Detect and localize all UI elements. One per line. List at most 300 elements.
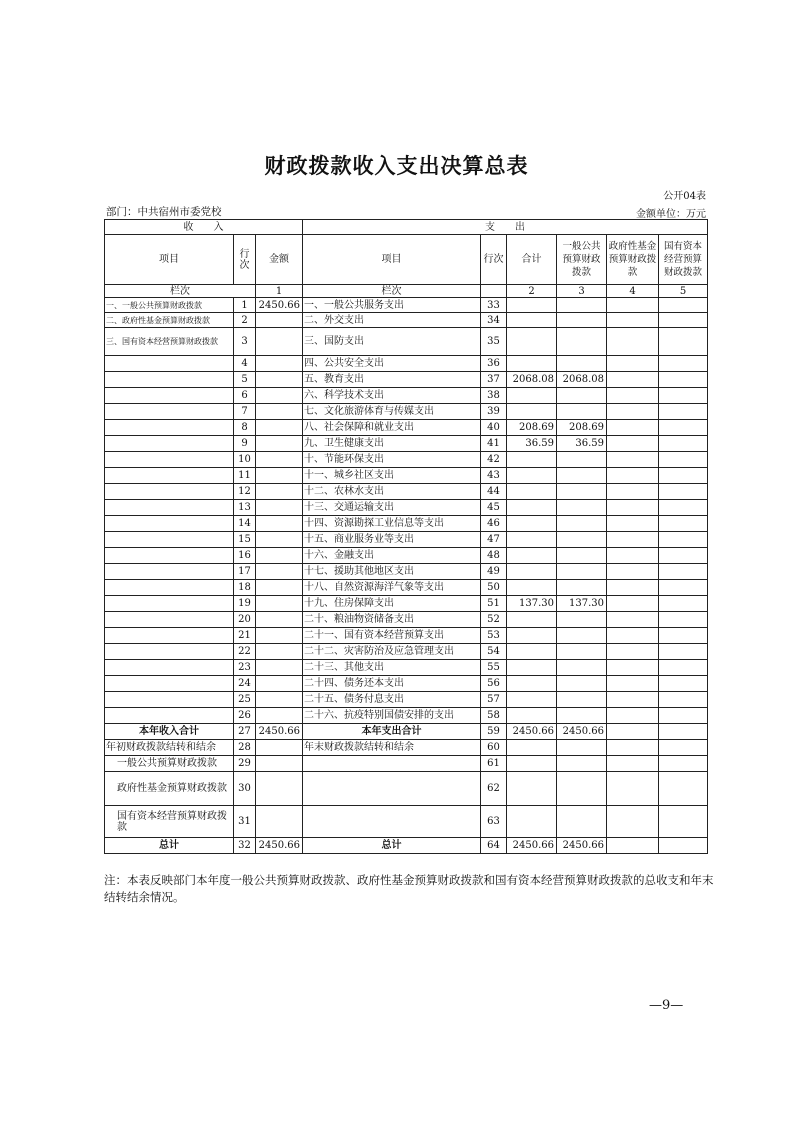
expense-line-no: 64 [481,838,507,854]
expense-state-capital [659,532,708,548]
expense-line-no: 36 [481,356,507,372]
income-amount [256,356,303,372]
expense-total [507,356,557,372]
expense-total [507,772,557,806]
income-item [105,676,234,692]
income-amount [256,532,303,548]
general-budget-header: 一般公共预算财政拨款 [557,235,607,285]
income-amount [256,372,303,388]
income-amount [256,628,303,644]
income-amount [256,740,303,756]
expense-item: 十四、资源勘探工业信息等支出 [303,516,481,532]
table-row [105,484,708,500]
income-item [105,564,234,580]
income-item [105,372,234,388]
expense-line-no: 53 [481,628,507,644]
expense-total [507,388,557,404]
income-line-no: 26 [234,708,256,724]
income-amount [256,420,303,436]
expense-gov-fund [607,660,659,676]
expense-general [557,468,607,484]
table-row [105,356,708,372]
department-label: 部门：中共宿州市委党校 [106,206,222,218]
expense-total [507,708,557,724]
expense-total [507,500,557,516]
expense-total [507,756,557,772]
expense-general [557,313,607,328]
expense-state-capital [659,676,708,692]
page-title: 财政拨款收入支出决算总表 [264,154,529,178]
expense-line-no: 49 [481,564,507,580]
expense-line-no: 58 [481,708,507,724]
column-header-row [105,235,708,285]
income-line-no: 2 [234,313,256,328]
income-line-no: 23 [234,660,256,676]
expense-state-capital [659,452,708,468]
total-header: 合计 [507,235,557,285]
income-amount [256,468,303,484]
income-amount [256,500,303,516]
expense-state-capital [659,838,708,854]
expense-gov-fund [607,500,659,516]
expense-line-no: 62 [481,772,507,806]
expense-general: 36.59 [557,436,607,452]
expense-general [557,644,607,660]
expense-item: 七、文化旅游体育与传媒支出 [303,404,481,420]
year-expense-total-label: 本年支出合计 [303,724,481,740]
expense-item: 十九、住房保障支出 [303,596,481,612]
expense-line-no: 46 [481,516,507,532]
income-line-no: 17 [234,564,256,580]
income-item [105,532,234,548]
expense-gov-fund [607,468,659,484]
income-line-no: 10 [234,452,256,468]
income-amount [256,388,303,404]
income-item: 二、政府性基金预算财政拨款 [105,313,234,328]
income-amount [256,548,303,564]
expense-total [507,564,557,580]
expense-general [557,516,607,532]
income-amount [256,676,303,692]
expense-general [557,580,607,596]
expense-line-no: 63 [481,806,507,838]
expense-gov-fund [607,404,659,420]
expense-item: 十三、交通运输支出 [303,500,481,516]
finance-table [104,219,708,854]
income-amount [256,404,303,420]
income-item [105,452,234,468]
table-row [105,692,708,708]
expense-gov-fund [607,806,659,838]
expense-index-label: 栏次 [303,285,481,298]
expense-general [557,452,607,468]
expense-state-capital [659,564,708,580]
expense-state-capital [659,580,708,596]
income-line-no: 11 [234,468,256,484]
income-item [105,580,234,596]
table-row [105,532,708,548]
income-amount-header: 金额 [256,235,303,285]
income-line-no: 16 [234,548,256,564]
table-row [105,644,708,660]
expense-item: 年末财政拨款结转和结余 [303,740,481,756]
expense-gov-fund [607,612,659,628]
income-line-no: 24 [234,676,256,692]
expense-state-capital [659,404,708,420]
expense-general [557,806,607,838]
expense-gov-fund [607,644,659,660]
expense-index-5: 5 [659,285,708,298]
expense-state-capital [659,772,708,806]
expense-item: 十八、自然资源海洋气象等支出 [303,580,481,596]
expense-item: 二十四、债务还本支出 [303,676,481,692]
expense-general [557,756,607,772]
table-row [105,580,708,596]
expense-line-no: 39 [481,404,507,420]
expense-line-no: 38 [481,388,507,404]
expense-gov-fund [607,516,659,532]
income-amount [256,580,303,596]
expense-line-no: 44 [481,484,507,500]
income-amount [256,484,303,500]
expense-general [557,356,607,372]
income-line-no: 15 [234,532,256,548]
income-amount [256,313,303,328]
expense-state-capital [659,420,708,436]
expense-total [507,452,557,468]
expense-line-no: 60 [481,740,507,756]
expense-general: 2450.66 [557,838,607,854]
expense-item: 十、节能环保支出 [303,452,481,468]
expense-total [507,660,557,676]
income-item [105,500,234,516]
income-item: 三、国有资本经营预算财政拨款 [105,328,234,356]
expense-total [507,532,557,548]
expense-total [507,328,557,356]
expense-item [303,772,481,806]
income-amount: 2450.66 [256,298,303,313]
income-line-no: 18 [234,580,256,596]
expense-state-capital [659,692,708,708]
expense-line-no: 43 [481,468,507,484]
expense-line-no: 55 [481,660,507,676]
expense-gov-fund [607,298,659,313]
expense-item: 五、教育支出 [303,372,481,388]
income-amount [256,328,303,356]
expense-line-no: 51 [481,596,507,612]
expense-item: 十五、商业服务业等支出 [303,532,481,548]
income-line-no: 12 [234,484,256,500]
income-line-no: 28 [234,740,256,756]
income-group-header: 收 入 [105,220,303,235]
expense-total [507,692,557,708]
expense-gov-fund [607,708,659,724]
expense-index-4: 4 [607,285,659,298]
expense-gov-fund [607,676,659,692]
expense-item: 十一、城乡社区支出 [303,468,481,484]
expense-gov-fund [607,692,659,708]
expense-line-no: 45 [481,500,507,516]
expense-gov-fund [607,452,659,468]
expense-gov-fund [607,420,659,436]
group-header-row [105,220,708,235]
income-line-no: 29 [234,756,256,772]
expense-state-capital [659,500,708,516]
expense-general [557,564,607,580]
income-amount [256,644,303,660]
income-item [105,420,234,436]
expense-item: 十二、农林水支出 [303,484,481,500]
income-item: 年初财政拨款结转和结余 [105,740,234,756]
form-code: 公开04表 [663,191,706,202]
income-line-no: 7 [234,404,256,420]
income-line-no: 14 [234,516,256,532]
expense-gov-fund [607,628,659,644]
expense-total [507,313,557,328]
expense-line-no: 54 [481,644,507,660]
expense-gov-fund [607,756,659,772]
expense-total [507,298,557,313]
expense-total [507,468,557,484]
expense-item: 十六、金融支出 [303,548,481,564]
income-item [105,596,234,612]
expense-item: 八、社会保障和就业支出 [303,420,481,436]
expense-line-no: 47 [481,532,507,548]
expense-group-header: 支 出 [303,220,708,235]
expense-state-capital [659,484,708,500]
expense-total [507,612,557,628]
income-line-no: 3 [234,328,256,356]
income-item [105,516,234,532]
income-item: 一般公共预算财政拨款 [105,756,234,772]
expense-total [507,516,557,532]
income-item-header: 项目 [105,235,234,285]
expense-state-capital [659,436,708,452]
expense-item: 二十、粮油物资储备支出 [303,612,481,628]
income-item [105,612,234,628]
year-total-row [105,724,708,740]
expense-total: 208.69 [507,420,557,436]
expense-line-no: 37 [481,372,507,388]
expense-general [557,500,607,516]
expense-line-no: 40 [481,420,507,436]
table-row [105,420,708,436]
table-row [105,500,708,516]
expense-gov-fund [607,313,659,328]
expense-general [557,708,607,724]
expense-state-capital [659,644,708,660]
expense-total [507,548,557,564]
income-line-no: 4 [234,356,256,372]
income-amount [256,436,303,452]
expense-total: 36.59 [507,436,557,452]
income-amount [256,806,303,838]
grand-total-row [105,838,708,854]
income-item [105,356,234,372]
expense-line-header: 行次 [481,235,507,285]
income-amount [256,692,303,708]
income-line-no: 21 [234,628,256,644]
expense-general [557,484,607,500]
expense-total: 2068.08 [507,372,557,388]
expense-gov-fund [607,838,659,854]
income-line-no: 31 [234,806,256,838]
expense-line-no: 33 [481,298,507,313]
income-item [105,660,234,676]
table-row [105,436,708,452]
expense-gov-fund [607,436,659,452]
income-amount [256,516,303,532]
expense-item: 九、卫生健康支出 [303,436,481,452]
table-row [105,596,708,612]
balance-row [105,772,708,806]
expense-state-capital [659,298,708,313]
expense-gov-fund [607,596,659,612]
expense-line-no: 35 [481,328,507,356]
income-line-no: 6 [234,388,256,404]
expense-general [557,628,607,644]
income-amount: 2450.66 [256,838,303,854]
income-item: 政府性基金预算财政拨款 [105,772,234,806]
expense-general: 137.30 [557,596,607,612]
income-line-no: 20 [234,612,256,628]
income-amount [256,756,303,772]
year-income-total-label: 本年收入合计 [105,724,234,740]
income-amount [256,452,303,468]
table-row [105,708,708,724]
expense-line-no: 56 [481,676,507,692]
expense-state-capital [659,724,708,740]
expense-general [557,740,607,756]
gov-fund-header: 政府性基金预算财政拨款 [607,235,659,285]
income-amount [256,660,303,676]
expense-gov-fund [607,484,659,500]
expense-gov-fund [607,772,659,806]
table-row [105,660,708,676]
income-line-no: 13 [234,500,256,516]
expense-general [557,298,607,313]
expense-item: 二十三、其他支出 [303,660,481,676]
table-row [105,372,708,388]
income-amount: 2450.66 [256,724,303,740]
expense-item: 一、一般公共服务支出 [303,298,481,313]
expense-state-capital [659,516,708,532]
expense-item-header: 项目 [303,235,481,285]
expense-general [557,612,607,628]
table-row [105,612,708,628]
income-amount [256,708,303,724]
expense-general [557,660,607,676]
expense-general [557,772,607,806]
expense-state-capital [659,328,708,356]
expense-index-2: 2 [507,285,557,298]
expense-gov-fund [607,372,659,388]
expense-gov-fund [607,548,659,564]
expense-total [507,580,557,596]
income-line-header: 行次 [234,235,256,285]
expense-state-capital [659,660,708,676]
expense-total: 2450.66 [507,838,557,854]
expense-line-no: 34 [481,313,507,328]
table-row [105,676,708,692]
table-row [105,298,708,313]
expense-gov-fund [607,356,659,372]
income-item [105,468,234,484]
expense-total [507,806,557,838]
expense-item: 四、公共安全支出 [303,356,481,372]
income-line-no: 22 [234,644,256,660]
income-grand-total-label: 总计 [105,838,234,854]
expense-total [507,740,557,756]
income-line-no: 5 [234,372,256,388]
balance-row [105,806,708,838]
footnote: 注：本表反映部门本年度一般公共预算财政拨款、政府性基金预算财政拨款和国有资本经营预算财政拨款的总收支和年末结转结余情况。 [104,873,714,904]
expense-state-capital [659,628,708,644]
expense-item: 二十二、灾害防治及应急管理支出 [303,644,481,660]
expense-item: 二十五、债务付息支出 [303,692,481,708]
expense-item [303,806,481,838]
unit-label: 金额单位：万元 [636,209,706,220]
expense-item [303,756,481,772]
expense-state-capital [659,548,708,564]
expense-state-capital [659,372,708,388]
income-item [105,548,234,564]
expense-item: 二、外交支出 [303,313,481,328]
expense-total [507,404,557,420]
table-row [105,452,708,468]
state-capital-header: 国有资本经营预算财政拨款 [659,235,708,285]
table-row [105,388,708,404]
table-row [105,404,708,420]
expense-state-capital [659,612,708,628]
table-row [105,328,708,356]
expense-gov-fund [607,724,659,740]
balance-row [105,756,708,772]
expense-line-no: 50 [481,580,507,596]
expense-general [557,328,607,356]
table-row [105,516,708,532]
expense-line-no: 42 [481,452,507,468]
expense-gov-fund [607,564,659,580]
blank-cell [481,285,507,298]
expense-gov-fund [607,388,659,404]
expense-item: 六、科学技术支出 [303,388,481,404]
expense-total: 2450.66 [507,724,557,740]
income-item [105,404,234,420]
expense-total: 137.30 [507,596,557,612]
expense-item: 三、国防支出 [303,328,481,356]
expense-general: 2068.08 [557,372,607,388]
expense-state-capital [659,708,708,724]
page-number: —9— [649,998,684,1013]
expense-general [557,532,607,548]
expense-line-no: 57 [481,692,507,708]
table-row [105,628,708,644]
table-row [105,548,708,564]
expense-state-capital [659,740,708,756]
income-line-no: 1 [234,298,256,313]
expense-gov-fund [607,740,659,756]
expense-index-3: 3 [557,285,607,298]
income-item [105,644,234,660]
expense-general [557,388,607,404]
expense-gov-fund [607,328,659,356]
income-item [105,708,234,724]
income-amount [256,772,303,806]
balance-row [105,740,708,756]
income-line-no: 32 [234,838,256,854]
expense-line-no: 41 [481,436,507,452]
